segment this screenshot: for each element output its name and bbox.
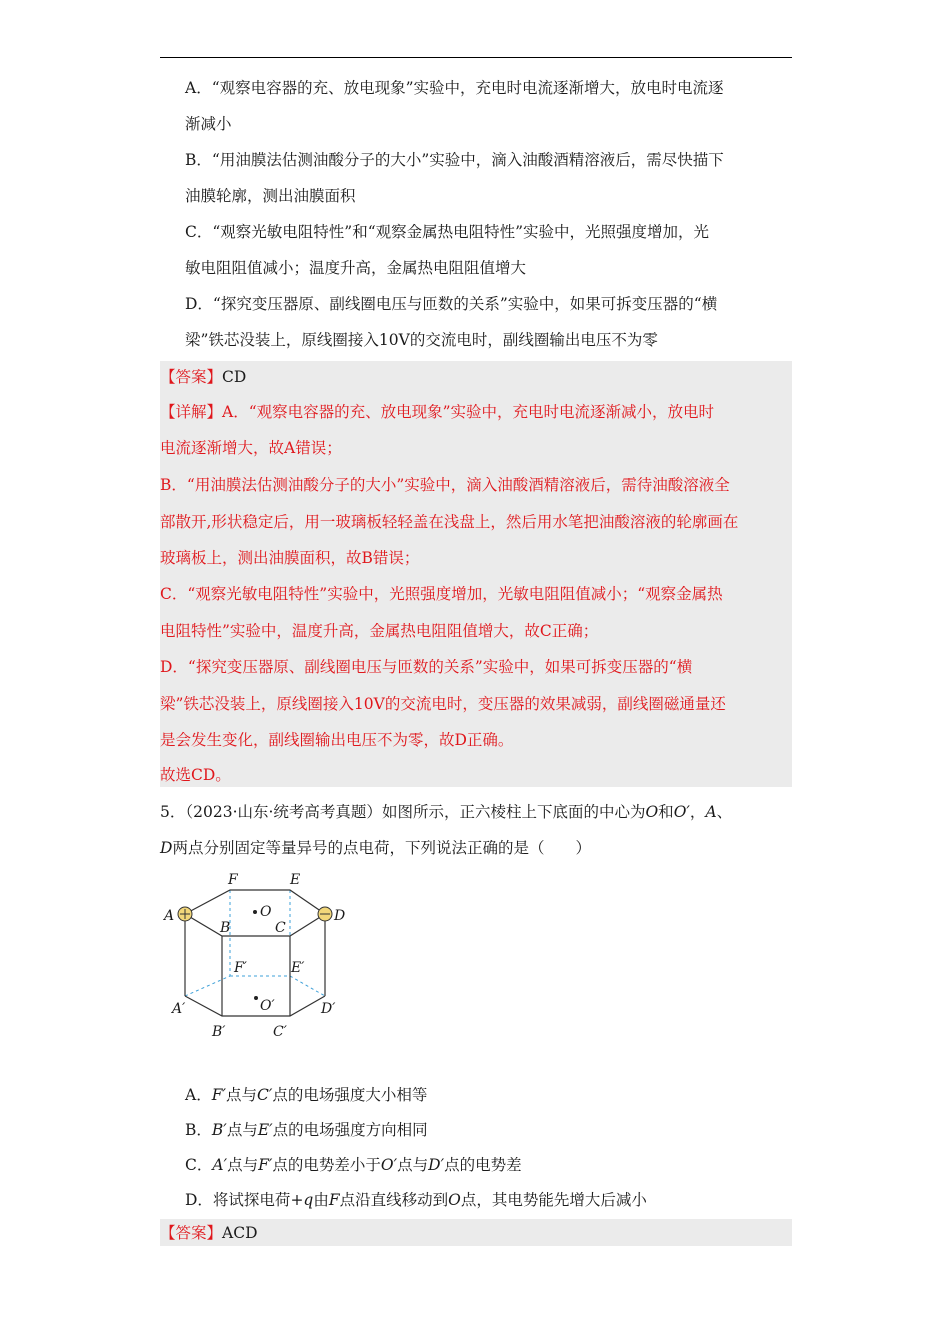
option-text: 点与 xyxy=(227,1156,259,1174)
detail-line-1 xyxy=(160,401,792,423)
var: F xyxy=(328,1191,340,1209)
var: C′ xyxy=(257,1086,273,1104)
detail-tag: 【详解】 xyxy=(160,403,223,421)
option-text: 点与 xyxy=(225,1086,257,1104)
q5-answer-line xyxy=(160,1222,792,1244)
positive-charge-A xyxy=(178,907,192,921)
option-text: 点的电场强度方向相同 xyxy=(272,1121,428,1139)
q4-option-c-line1: C．“观察光敏电阻特性”和“观察金属热电阻特性”实验中，光照强度增加，光 xyxy=(185,223,710,241)
var: +q xyxy=(290,1191,314,1209)
q4-answer-box xyxy=(160,361,792,787)
q4-option-a-line1: A．“观察电容器的充、放电现象”实验中，充电时电流逐渐增大，放电时电流逐 xyxy=(185,79,724,97)
detail-line-3: B．“用油膜法估测油酸分子的大小”实验中，滴入油酸酒精溶液后，需待油酸溶液全 xyxy=(160,476,730,494)
detail-line-8: D．“探究变压器原、副线圈电压与匝数的关系”实验中，如果可拆变压器的“横 xyxy=(160,658,693,676)
label-D: D xyxy=(334,908,346,924)
answer-tag: 【答案】 xyxy=(160,368,223,386)
option-prefix: C． xyxy=(185,1156,213,1174)
q4-option-b-line2: 油膜轮廓，测出油膜面积 xyxy=(185,187,356,205)
center-dot-O xyxy=(253,910,257,914)
header-rule xyxy=(160,57,792,58)
detail-line-10: 是会发生变化，副线圈输出电压不为零，故D正确。 xyxy=(160,731,514,749)
option-prefix: A． xyxy=(185,1086,212,1104)
detail-line-9: 梁”铁芯没装上，原线圈接入10V的交流电时，变压器的效果减弱，副线圈磁通量还 xyxy=(160,695,726,713)
label-F: F xyxy=(228,872,238,888)
question-number: 5． xyxy=(160,803,186,821)
q5-stem-line1 xyxy=(160,801,792,823)
var: O xyxy=(448,1191,461,1209)
hidden-edges xyxy=(185,890,325,996)
stem-text: 和 xyxy=(658,803,674,821)
detail-text: A．“观察电容器的充、放电现象”实验中，充电时电流逐渐减小，放电时 xyxy=(222,403,715,421)
answer-tag: 【答案】 xyxy=(160,1224,223,1242)
label-A-prime: A′ xyxy=(172,1001,186,1017)
var-A: A xyxy=(705,803,717,821)
label-B: B xyxy=(220,920,231,936)
answer-value: CD xyxy=(222,368,247,386)
option-text: 点的电场强度大小相等 xyxy=(272,1086,428,1104)
q5-option-b xyxy=(185,1119,817,1141)
q5-stem-line2 xyxy=(160,837,792,859)
var: D′ xyxy=(428,1156,445,1174)
stem-text: ， xyxy=(689,803,706,821)
var: F′ xyxy=(211,1086,226,1104)
option-text: 由 xyxy=(313,1191,329,1209)
negative-charge-D xyxy=(318,907,332,921)
option-prefix: D．将试探电荷 xyxy=(185,1191,291,1209)
label-C: C xyxy=(275,920,286,936)
detail-line-2: 电流逐渐增大，故A错误； xyxy=(160,439,342,457)
label-D-prime: D′ xyxy=(321,1001,336,1017)
var-D: D xyxy=(160,839,173,857)
answer-value: ACD xyxy=(222,1224,258,1242)
var: E′ xyxy=(257,1121,273,1139)
q5-option-d xyxy=(185,1189,817,1211)
stem-text: 两点分别固定等量异号的点电荷，下列说法正确的是（ ） xyxy=(172,839,591,857)
q5-option-c xyxy=(185,1154,817,1176)
hexagonal-prism-figure xyxy=(160,868,360,1048)
detail-line-7: 电阻特性”实验中，温度升高，金属热电阻阻值增大，故C正确； xyxy=(160,622,599,640)
option-text: 点的电势差小于 xyxy=(272,1156,381,1174)
question-source: （2023·山东·统考高考真题） xyxy=(185,803,382,821)
label-A: A xyxy=(164,908,175,924)
option-text: 点的电势差 xyxy=(444,1156,522,1174)
label-E-prime: E′ xyxy=(291,960,305,976)
label-B-prime: B′ xyxy=(212,1024,226,1040)
stem-text: 、 xyxy=(716,803,733,821)
label-E: E xyxy=(290,872,301,888)
label-O: O xyxy=(260,904,272,920)
detail-line-6: C．“观察光敏电阻特性”实验中，光照强度增加，光敏电阻阻值减小；“观察金属热 xyxy=(160,585,723,603)
q4-option-d-line1: D．“探究变压器原、副线圈电压与匝数的关系”实验中，如果可拆变压器的“横 xyxy=(185,295,718,313)
var: O′ xyxy=(380,1156,398,1174)
var: F′ xyxy=(258,1156,273,1174)
option-prefix: B． xyxy=(185,1121,212,1139)
detail-line-11: 故选CD。 xyxy=(160,766,231,784)
q5-option-a xyxy=(185,1084,817,1106)
detail-line-4: 部散开,形状稳定后，用一玻璃板轻轻盖在浅盘上，然后用水笔把油酸溶液的轮廓画在 xyxy=(160,513,739,531)
var: A′ xyxy=(212,1156,228,1174)
var-O-prime: O′ xyxy=(673,803,690,821)
label-O-prime: O′ xyxy=(260,998,275,1014)
stem-text: 如图所示，正六棱柱上下底面的中心为 xyxy=(381,803,646,821)
center-dot-O-prime xyxy=(254,996,258,1000)
q4-answer-line xyxy=(160,366,792,388)
q4-option-d-line2: 梁”铁芯没装上，原线圈接入10V的交流电时，副线圈输出电压不为零 xyxy=(185,331,658,349)
q4-option-a-line2: 渐减小 xyxy=(185,115,232,133)
var-O: O xyxy=(645,803,659,821)
option-text: 点沿直线移动到 xyxy=(339,1191,449,1209)
label-F-prime: F′ xyxy=(234,960,247,976)
var: B′ xyxy=(211,1121,227,1139)
option-text: 点与 xyxy=(397,1156,429,1174)
option-text: 点与 xyxy=(226,1121,258,1139)
detail-line-5: 玻璃板上，测出油膜面积，故B错误； xyxy=(160,549,420,567)
q4-option-b-line1: B．“用油膜法估测油酸分子的大小”实验中，滴入油酸酒精溶液后，需尽快描下 xyxy=(185,151,724,169)
option-text: 点，其电势能先增大后减小 xyxy=(460,1191,647,1209)
q4-option-c-line2: 敏电阻阻值减小；温度升高，金属热电阻阻值增大 xyxy=(185,259,527,277)
label-C-prime: C′ xyxy=(273,1024,287,1040)
